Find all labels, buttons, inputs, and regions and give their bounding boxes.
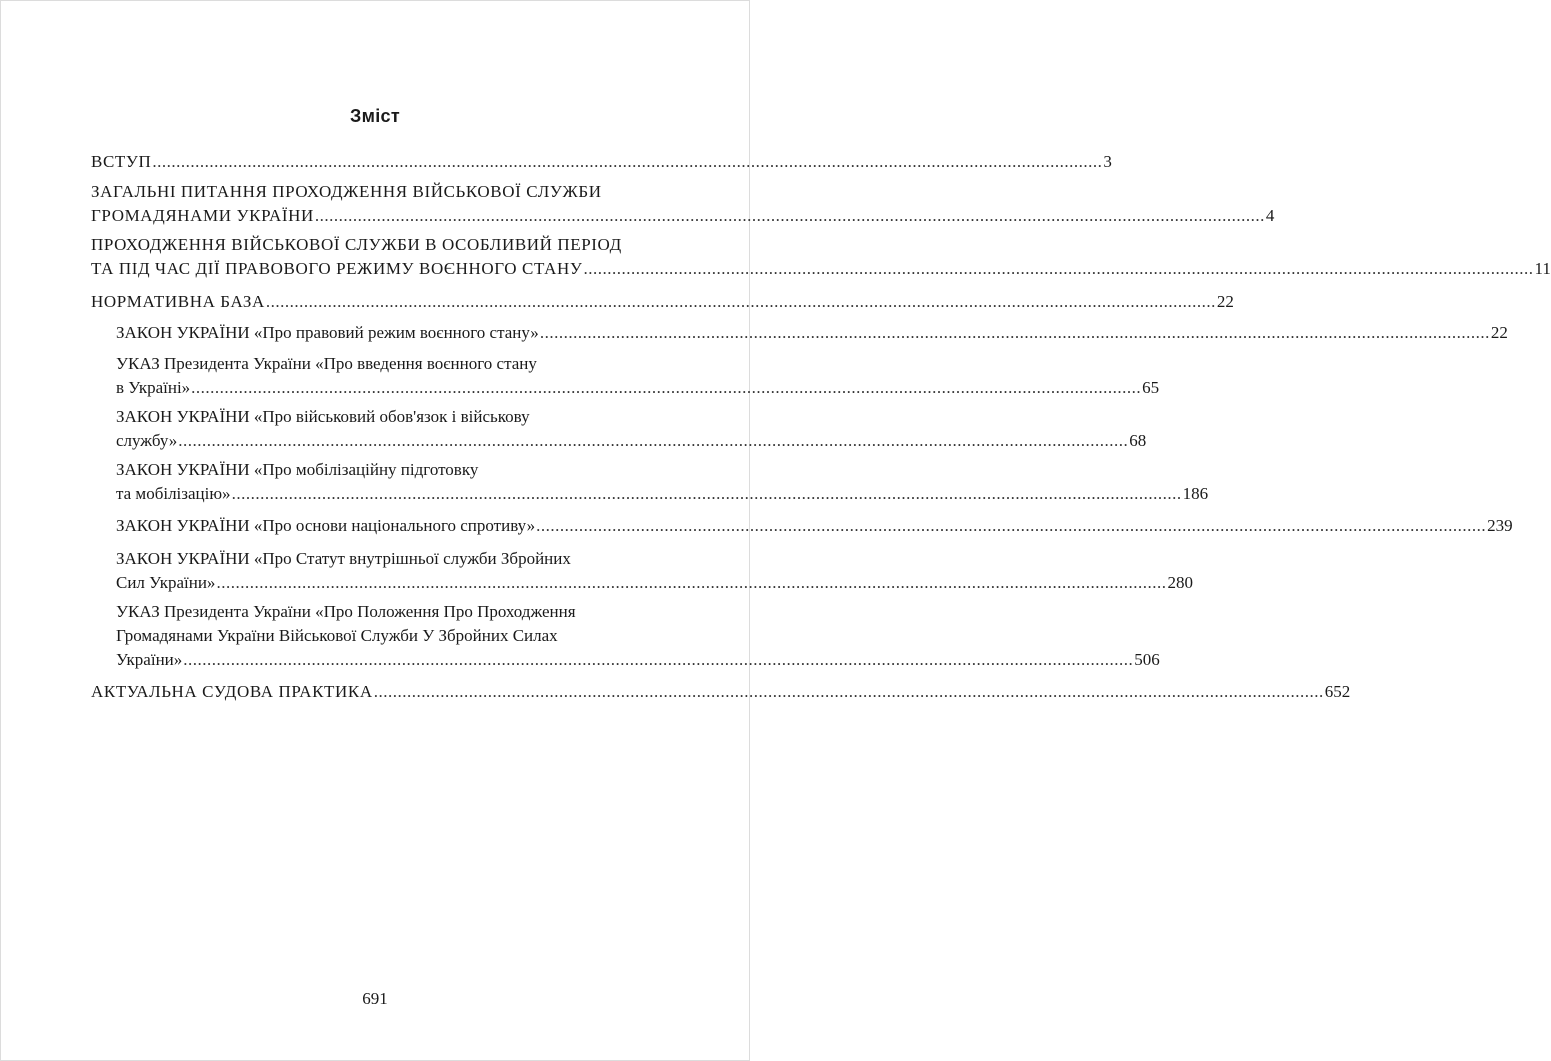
toc-entry[interactable] [116, 406, 1147, 454]
toc-entry-title: України» [116, 650, 183, 669]
toc-page-number: 239 [1487, 516, 1513, 535]
toc-entry-title: УКАЗ Президента України «Про введення воєнного стану [116, 354, 537, 373]
dot-leader: ........................................................................................................................................................................................................ [152, 152, 1103, 171]
dot-leader: ........................................................................................................................................................................................................ [265, 292, 1216, 311]
toc-entry-title: ЗАКОН УКРАЇНИ «Про правовий режим воєнного стану» [116, 323, 539, 342]
dot-leader: ........................................................................................................................................................................................................ [231, 484, 1182, 503]
page-number: 691 [362, 989, 388, 1008]
toc-page-number: 280 [1167, 573, 1193, 592]
toc-page-number: 68 [1129, 431, 1147, 450]
toc-entry-title: в Україні» [116, 378, 191, 397]
toc-entry-title: Сил України» [116, 573, 216, 592]
toc-page-number: 3 [1103, 152, 1112, 171]
toc-entry[interactable] [116, 353, 1160, 401]
dot-leader: ........................................................................................................................................................................................................ [536, 516, 1487, 535]
toc-page-number: 506 [1134, 650, 1160, 669]
dot-leader: ........................................................................................................................................................................................................ [216, 573, 1167, 592]
toc-entry[interactable] [91, 181, 1275, 229]
toc-entry-title: ВСТУП [91, 152, 152, 171]
toc-entry-title: ЗАГАЛЬНІ ПИТАННЯ ПРОХОДЖЕННЯ ВІЙСЬКОВОЇ СЛУЖБИ [91, 182, 602, 201]
toc-entry-title: ТА ПІД ЧАС ДІЇ ПРАВОВОГО РЕЖИМУ ВОЄННОГО СТАНУ [91, 259, 583, 278]
toc-page-number: 22 [1490, 323, 1508, 342]
toc-entry[interactable] [91, 234, 1551, 282]
toc-entry-title: АКТУАЛЬНА СУДОВА ПРАКТИКА [91, 682, 373, 701]
toc-page-number: 11 [1534, 259, 1551, 278]
toc-page-number: 652 [1324, 682, 1351, 701]
toc-entry-title: Громадянами України Військової Служби У Збройних Силах [116, 626, 558, 645]
dot-leader: ........................................................................................................................................................................................................ [314, 206, 1265, 225]
dot-leader: ........................................................................................................................................................................................................ [178, 431, 1129, 450]
toc-entry-title: та мобілізацію» [116, 484, 231, 503]
toc-entry[interactable] [91, 291, 1234, 315]
toc-entry-title: ГРОМАДЯНАМИ УКРАЇНИ [91, 206, 314, 225]
toc-entry[interactable] [116, 322, 1508, 346]
toc-page-number: 22 [1216, 292, 1234, 311]
toc-page-number: 4 [1265, 206, 1275, 225]
toc-entry-title: ЗАКОН УКРАЇНИ «Про військовий обов'язок і військову [116, 407, 530, 426]
toc-entry-title: ПРОХОДЖЕННЯ ВІЙСЬКОВОЇ СЛУЖБИ В ОСОБЛИВИЙ ПЕРІОД [91, 235, 622, 254]
dot-leader: ........................................................................................................................................................................................................ [539, 323, 1490, 342]
toc-entry-title: службу» [116, 431, 178, 450]
toc-entry[interactable] [116, 459, 1209, 507]
toc-entry-title: ЗАКОН УКРАЇНИ «Про основи національного спротиву» [116, 516, 536, 535]
dot-leader: ........................................................................................................................................................................................................ [183, 650, 1134, 669]
toc-page-number: 65 [1142, 378, 1160, 397]
dot-leader: ........................................................................................................................................................................................................ [373, 682, 1324, 701]
toc-entry-title: УКАЗ Президента України «Про Положення Про Проходження [116, 602, 576, 621]
toc-page-number: 186 [1182, 484, 1209, 503]
toc-entry[interactable] [116, 601, 1160, 673]
toc-entry[interactable] [91, 681, 1351, 705]
toc-entry[interactable] [116, 515, 1513, 539]
toc-entry-title: НОРМАТИВНА БАЗА [91, 292, 265, 311]
dot-leader: ........................................................................................................................................................................................................ [583, 259, 1534, 278]
toc-entry[interactable] [116, 548, 1193, 596]
page-title: Зміст [350, 106, 400, 126]
toc-entry-title: ЗАКОН УКРАЇНИ «Про мобілізаційну підготовку [116, 460, 479, 479]
toc-entry[interactable] [91, 151, 1112, 175]
dot-leader: ........................................................................................................................................................................................................ [191, 378, 1142, 397]
toc-entry-title: ЗАКОН УКРАЇНИ «Про Статут внутрішньої служби Збройних [116, 549, 571, 568]
